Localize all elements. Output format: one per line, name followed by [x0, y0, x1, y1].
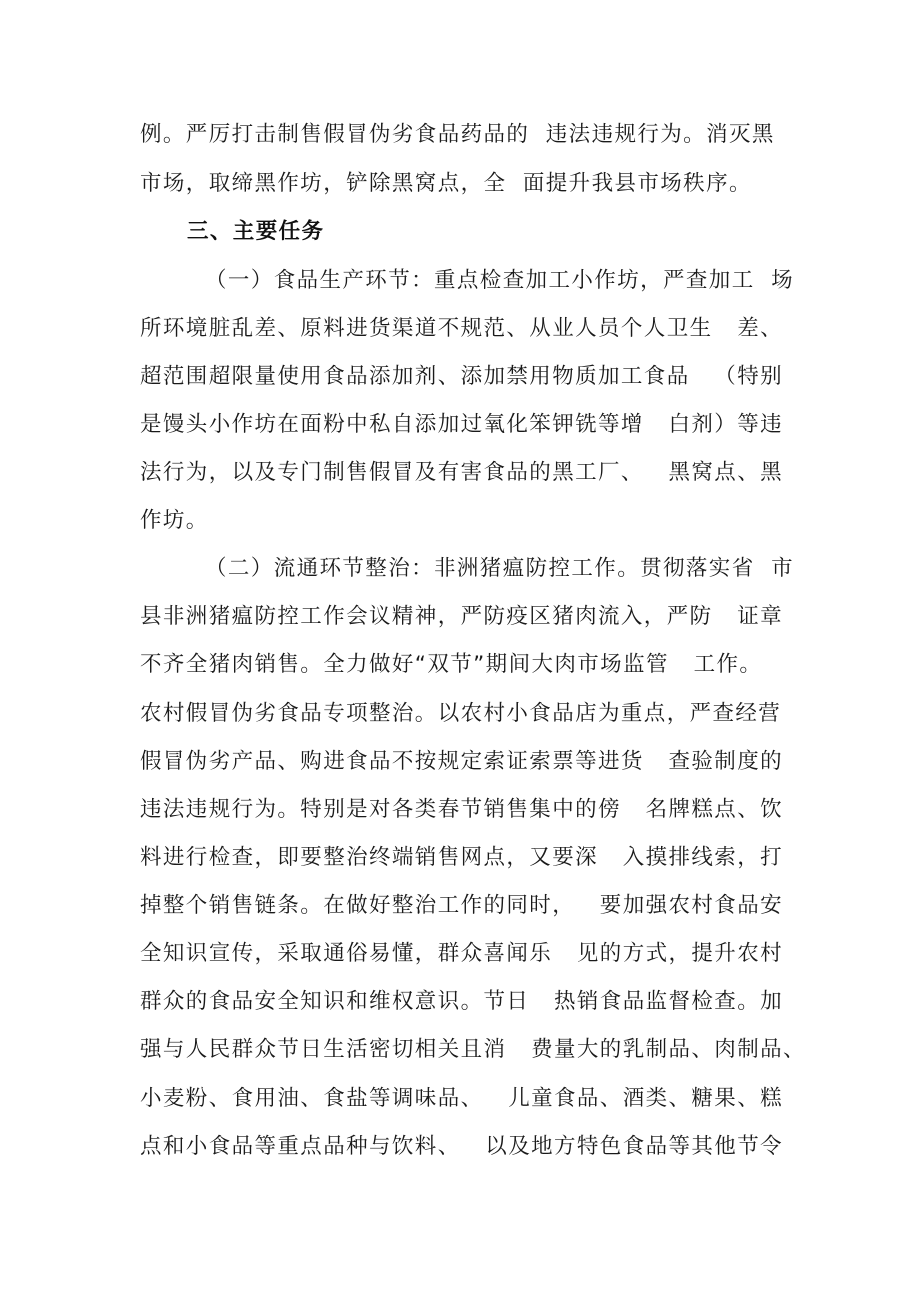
intro-line-1: 例。严厉打击制售假冒伪劣食品药品的 违法违规行为。消灭黑 [140, 122, 775, 147]
para2-line-10: 群众的食品安全知识和维权意识。节日 热销食品监督检查。加 [140, 989, 784, 1014]
para2-line-6: 违法违规行为。特别是对各类春节销售集中的傍 名牌糕点、饮 [140, 797, 784, 822]
para1-line-2: 所环境脏乱差、原料进货渠道不规范、从业人员个人卫生 差、 [140, 316, 784, 341]
para2-line-1: （二）流通环节整治：非洲猪瘟防控工作。贯彻落实省 市 [205, 556, 794, 581]
para2-line-4: 农村假冒伪劣食品专项整治。以农村小食品店为重点，严查经营 [140, 701, 782, 726]
para1-line-1: （一）食品生产环节：重点检查加工小作坊，严查加工 场 [205, 268, 794, 293]
para1-line-3: 超范围超限量使用食品添加剂、添加禁用物质加工食品 （特别 [140, 364, 784, 389]
para2-line-13: 点和小食品等重点品种与饮料、 以及地方特色食品等其他节令 [140, 1134, 784, 1159]
section-heading: 三、主要任务 [187, 219, 325, 244]
para2-line-5: 假冒伪劣产品、购进食品不按规定索证索票等进货 查验制度的 [140, 749, 784, 774]
intro-line-2: 市场，取缔黑作坊，铲除黑窝点，全 面提升我县市场秩序。 [140, 171, 752, 196]
para2-line-8: 掉整个销售链条。在做好整治工作的同时， 要加强农村食品安 [140, 893, 784, 918]
para1-line-4: 是馒头小作坊在面粉中私自添加过氧化笨钾铣等增 白剂）等违 [140, 412, 784, 437]
para2-line-9: 全知识宣传，采取通俗易懂，群众喜闻乐 见的方式，提升农村 [140, 941, 784, 966]
para2-line-2: 县非洲猪瘟防控工作会议精神，严防疫区猪肉流入，严防 证章 [140, 604, 784, 629]
para2-line-12: 小麦粉、食用油、食盐等调味品、 儿童食品、酒类、糖果、糕 [140, 1086, 784, 1111]
para1-line-5: 法行为，以及专门制售假冒及有害食品的黑工厂、 黑窝点、黑 [140, 460, 784, 485]
para2-line-7: 料进行检查，即要整治终端销售网点，又要深 入摸排线索，打 [140, 845, 784, 870]
para2-line-3: 不齐全猪肉销售。全力做好“双节”期间大肉市场监管 工作。 [140, 652, 763, 677]
para2-line-11: 强与人民群众节日生活密切相关且消 费量大的乳制品、肉制品、 [140, 1037, 806, 1062]
para1-line-6: 作坊。 [140, 508, 209, 533]
